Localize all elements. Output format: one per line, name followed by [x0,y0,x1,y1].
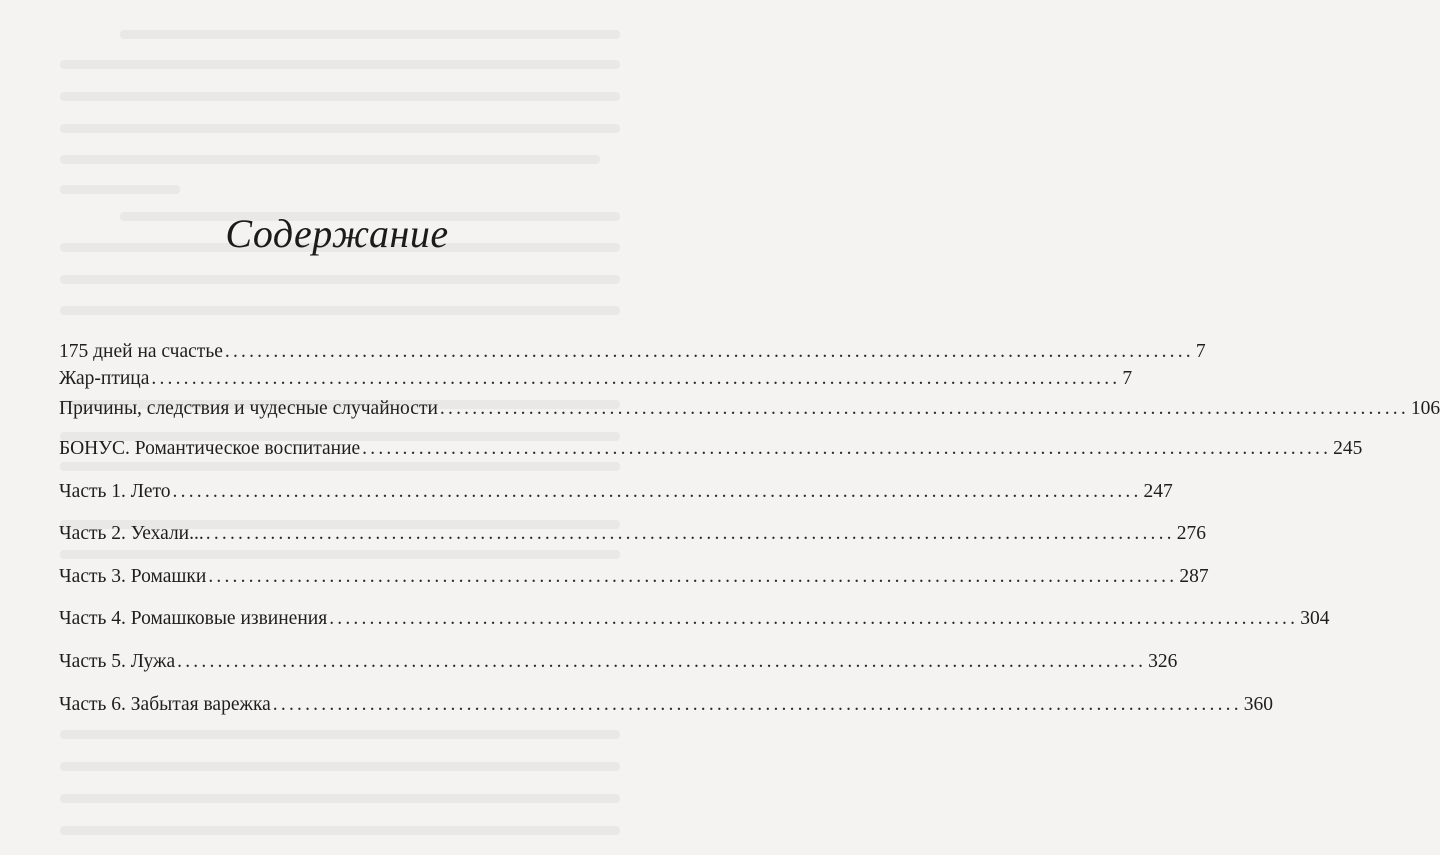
toc-entry-page: 7 [1195,341,1206,362]
toc-entry[interactable] [59,338,1206,366]
toc-entry[interactable] [59,691,1274,719]
leader-dots: ........................................................................................................................ [172,481,1142,502]
leader-dots: ........................................................................................................................ [151,368,1121,389]
toc-entry-title: Часть 5. Лужа [59,651,176,672]
toc-entry[interactable] [59,365,1133,393]
toc-entry[interactable] [59,478,1173,506]
leader-dots: ........................................................................................................................ [272,694,1242,715]
leader-dots: ........................................................................................................................ [362,438,1332,459]
toc-entry-page: 106 [1410,398,1440,419]
leader-dots: ........................................................................................................................ [329,608,1299,629]
toc-entry-page: 326 [1148,651,1178,672]
toc-entry-title: Часть 4. Ромашковые извинения [59,608,328,629]
toc-entry[interactable] [59,648,1178,676]
toc-entry[interactable] [59,520,1206,548]
toc-entry-title: Часть 1. Лето [59,481,171,502]
leader-dots: ........................................................................................................................ [177,651,1147,672]
page-title: Содержание [225,211,449,256]
toc-entry-title: Жар-птица [59,368,150,389]
toc-entry-title: Часть 6. Забытая варежка [59,694,271,715]
toc-entry-page: 276 [1176,523,1206,544]
leader-dots: ........................................................................................................................ [439,398,1409,419]
show-through-background [0,0,674,855]
toc-entry-title: Часть 3. Ромашки [59,566,207,587]
toc-entry-page: 304 [1300,608,1330,629]
toc-entry-page: 7 [1122,368,1133,389]
toc-entry[interactable] [59,605,1330,633]
toc-entry-page: 245 [1333,438,1363,459]
toc-entry-title: БОНУС. Романтическое воспитание [59,438,361,459]
toc-entry[interactable] [59,395,1440,423]
toc-entry[interactable] [59,563,1209,591]
leader-dots: ........................................................................................................................ [208,566,1178,587]
leader-dots: ........................................................................................................................ [224,341,1194,362]
toc-entry-title: Часть 2. Уехали... [59,523,204,544]
toc-entry-page: 360 [1243,694,1274,715]
toc-entry-page: 247 [1143,481,1173,502]
toc-entry-title: Причины, следствия и чудесные случайности [59,398,438,419]
toc-entry-title: 175 дней на счастье [59,341,223,362]
leader-dots: ........................................................................................................................ [205,523,1175,544]
toc-entry[interactable] [59,435,1363,463]
toc-entry-page: 287 [1179,566,1209,587]
